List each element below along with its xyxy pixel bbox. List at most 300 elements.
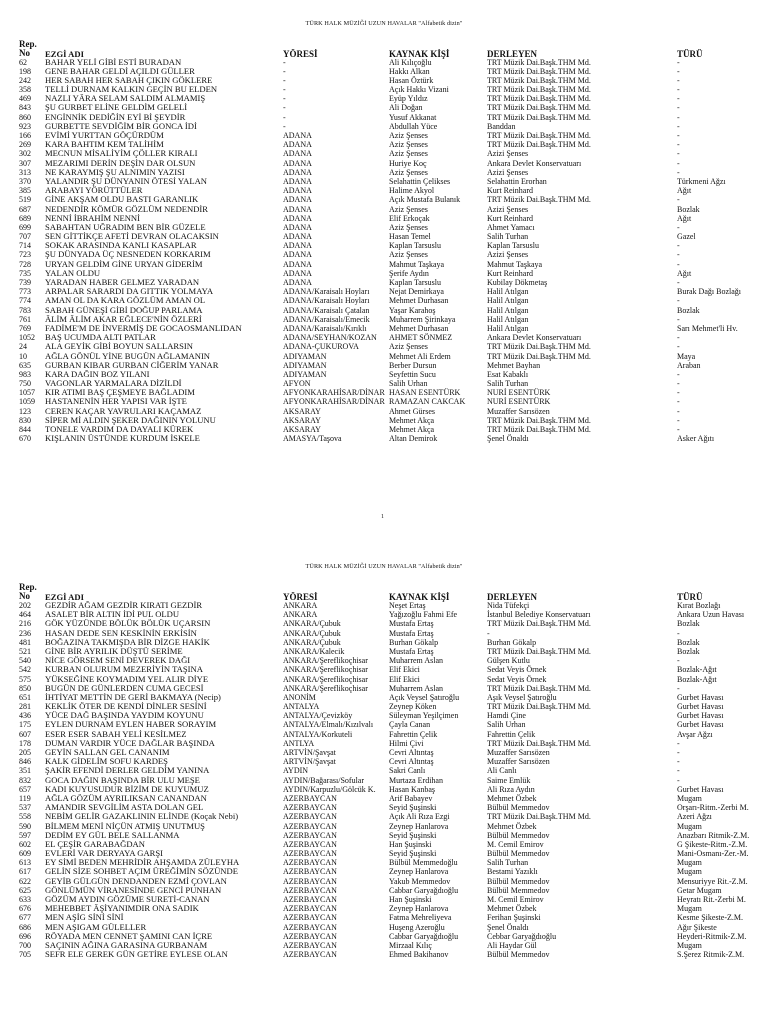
cell-yoresi: ANTALYA/Elmalı/Kızılvalı xyxy=(283,720,374,730)
table-row xyxy=(0,370,768,379)
cell-turu: Maya xyxy=(677,351,696,361)
header-ezgi-adi: EZGİ ADI xyxy=(45,49,84,59)
cell-turu: Gurbet Havası xyxy=(677,711,724,721)
cell-kaynak-kisi: Sakri Canlı xyxy=(389,766,426,776)
table-row xyxy=(0,434,768,443)
cell-rep-no: 622 xyxy=(19,876,31,886)
cell-rep-no: 123 xyxy=(19,406,31,416)
cell-turu: - xyxy=(677,397,680,407)
cell-rep-no: 351 xyxy=(19,766,31,776)
cell-kaynak-kisi: Ehmed Bakihanov xyxy=(389,950,449,960)
cell-turu: - xyxy=(677,259,680,269)
cell-derleyen: TRT Müzik Dai.Başk.THM Md. xyxy=(487,195,591,205)
cell-yoresi: ADANA xyxy=(283,222,312,232)
table-row xyxy=(0,195,768,204)
cell-turu: Bozlak xyxy=(677,619,700,629)
table-row xyxy=(0,324,768,333)
table-row xyxy=(0,776,768,785)
cell-ezgi-adi: KURBAN OLURUM MEZERİYİN TAŞINA xyxy=(45,665,203,675)
cell-yoresi: ANKARA/Çubuk xyxy=(283,619,341,629)
cell-derleyen: NURİ ESENTÜRK xyxy=(487,397,551,407)
cell-yoresi: ADANA/Karaisalı Çatalan xyxy=(283,305,370,315)
cell-derleyen: Azizi Şenses xyxy=(487,149,529,159)
cell-kaynak-kisi: Mustafa Ertaş xyxy=(389,619,434,629)
cell-ezgi-adi: MEN AŞIGAM GÜLELLER xyxy=(45,922,147,932)
cell-kaynak-kisi: Aziz Şenses xyxy=(389,140,428,150)
cell-yoresi: ADANA xyxy=(283,195,312,205)
cell-kaynak-kisi: Cevri Altıntaş xyxy=(389,757,434,767)
cell-turu: Anazbarı Ritmik-Z.M. xyxy=(677,830,750,840)
cell-kaynak-kisi: Kaplan Tarsuslu xyxy=(389,278,441,287)
cell-turu: Mani-Osmanı-Zer.-M. xyxy=(677,849,749,859)
cell-kaynak-kisi: Süleyman Yeşilçimen xyxy=(389,711,459,721)
cell-kaynak-kisi: Açık Ali Rıza Ezgi xyxy=(389,812,450,822)
cell-ezgi-adi: ALA GEYİK GİBİ BOYUN SALLARSIN xyxy=(45,342,193,352)
table-row xyxy=(0,85,768,94)
cell-yoresi: ADANA xyxy=(283,149,312,159)
cell-turu: Mugam xyxy=(677,858,702,868)
cell-yoresi: ADANA xyxy=(283,167,312,177)
cell-ezgi-adi: NAZLI YÂRA SELAM SALDIM ALMAMIŞ xyxy=(45,94,206,104)
cell-yoresi: ANKARA/Şereflikoçhisar xyxy=(283,656,368,666)
cell-turu: - xyxy=(677,683,680,693)
cell-ezgi-adi: YARADAN HABER GELMEZ YARADAN xyxy=(45,278,200,287)
cell-rep-no: 657 xyxy=(19,784,31,794)
cell-rep-no: 750 xyxy=(19,379,31,389)
cell-turu: - xyxy=(677,103,680,113)
cell-yoresi: AFYONKARAHİSAR/DİNAR xyxy=(283,388,385,398)
cell-kaynak-kisi: Aziz Şenses xyxy=(389,131,428,140)
cell-turu: - xyxy=(677,149,680,159)
cell-derleyen: Bestami Yazıklı xyxy=(487,867,538,877)
table-row xyxy=(0,296,768,305)
cell-derleyen: Bülbül Memmedov xyxy=(487,849,550,859)
cell-kaynak-kisi: Mustafa Ertaş xyxy=(389,628,434,638)
cell-yoresi: AZERBAYCAN xyxy=(283,839,337,849)
cell-derleyen: TRT Müzik Dai.Başk.THM Md. xyxy=(487,619,591,629)
cell-rep-no: 773 xyxy=(19,287,31,297)
cell-ezgi-adi: SİPER Mİ ALDIN ŞEKER DAĞININ YOLUNU xyxy=(45,415,216,425)
table-row xyxy=(0,867,768,876)
cell-ezgi-adi: SAÇININ AĞINA GARASINA GURBANAM xyxy=(45,940,208,950)
cell-derleyen: Kubilay Dökmetaş xyxy=(487,278,548,287)
cell-turu: Ağıt xyxy=(677,213,692,223)
cell-rep-no: 481 xyxy=(19,637,31,647)
cell-rep-no: 358 xyxy=(19,85,31,95)
cell-rep-no: 728 xyxy=(19,259,31,269)
cell-derleyen: TRT Müzik Dai.Başk.THM Md. xyxy=(487,738,591,748)
cell-derleyen: Halil Atılgan xyxy=(487,314,529,324)
cell-yoresi: AZERBAYCAN xyxy=(283,922,337,932)
cell-derleyen: Salih Urhan xyxy=(487,720,526,730)
cell-rep-no: 1057 xyxy=(19,388,35,398)
cell-derleyen: Kurt Reinhard xyxy=(487,186,533,196)
cell-rep-no: 205 xyxy=(19,748,31,757)
cell-derleyen: Azizi Şenses xyxy=(487,250,529,260)
cell-turu: Bozlak-Ağıt xyxy=(677,665,717,675)
cell-rep-no: 62 xyxy=(19,57,27,67)
table-row xyxy=(0,812,768,821)
table-row xyxy=(0,766,768,775)
header-ezgi-adi: EZGİ ADI xyxy=(45,592,84,602)
cell-yoresi: AKSARAY xyxy=(283,406,321,416)
cell-derleyen: Banddan xyxy=(487,121,516,131)
cell-yoresi: AZERBAYCAN xyxy=(283,904,337,914)
cell-kaynak-kisi: Berber Dursun xyxy=(389,360,437,370)
cell-yoresi: - xyxy=(283,112,286,122)
cell-derleyen: Sedat Veyis Örnek xyxy=(487,665,547,675)
table-row xyxy=(0,140,768,149)
cell-turu: - xyxy=(677,738,680,748)
cell-ezgi-adi: ARABAYI YÖRÜTTÜLER xyxy=(45,186,143,196)
cell-derleyen: Fahrettin Çelik xyxy=(487,729,536,739)
cell-kaynak-kisi: Muharrem Aslan xyxy=(389,656,443,666)
cell-turu: - xyxy=(677,757,680,767)
cell-yoresi: - xyxy=(283,94,286,104)
cell-kaynak-kisi: Elif Erkoçak xyxy=(389,213,430,223)
table-row xyxy=(0,601,768,610)
cell-derleyen: Ali Rıza Aydın xyxy=(487,784,535,794)
cell-yoresi: ADANA xyxy=(283,176,312,186)
cell-yoresi: ANTALYA/Çevizköy xyxy=(283,711,353,721)
cell-yoresi: AKSARAY xyxy=(283,415,321,425)
cell-turu: - xyxy=(677,278,680,287)
cell-ezgi-adi: EL ÇEŞİR GARABAĞDAN xyxy=(45,839,145,849)
cell-turu: - xyxy=(677,112,680,122)
cell-kaynak-kisi: Aziz Şenses xyxy=(389,222,428,232)
cell-yoresi: ADIYAMAN xyxy=(283,369,327,379)
cell-turu: - xyxy=(677,379,680,389)
cell-yoresi: ARTVİN/Şavşat xyxy=(283,757,336,767)
cell-turu: - xyxy=(677,57,680,67)
header-kaynak-kisi: KAYNAK KİŞİ xyxy=(389,592,450,602)
cell-yoresi: AYDIN/Karpuzlu/Gölcük K. xyxy=(283,784,376,794)
cell-turu: Mugam xyxy=(677,793,702,803)
cell-ezgi-adi: DEDİM EY GÜL BELE SALLANMA xyxy=(45,830,180,840)
table-row xyxy=(0,214,768,223)
table-row xyxy=(0,619,768,628)
header-no: No xyxy=(19,591,30,601)
cell-ezgi-adi: GÖNLÜMÜN VİRANESİNDE GENCİ PUNHAN xyxy=(45,885,222,895)
cell-ezgi-adi: EVİMİ YURTTAN GÖÇÜRDÜM xyxy=(45,131,164,140)
cell-rep-no: 860 xyxy=(19,112,31,122)
cell-rep-no: 607 xyxy=(19,729,31,739)
cell-turu: Asker Ağıtı xyxy=(677,434,715,444)
header-turu: TÜRÜ xyxy=(677,592,703,602)
header-rep: Rep. xyxy=(19,39,37,49)
cell-derleyen: Halil Atılgan xyxy=(487,323,529,333)
cell-turu: Ankara Uzun Havası xyxy=(677,610,745,620)
cell-turu: - xyxy=(677,406,680,416)
cell-derleyen: TRT Müzik Dai.Başk.THM Md. xyxy=(487,351,591,361)
cell-yoresi: ANKARA/Çubuk xyxy=(283,637,341,647)
table-row xyxy=(0,923,768,932)
cell-derleyen: İstanbul Belediye Konservatuarı xyxy=(487,610,591,620)
document-title: TÜRK HALK MÜZİĞİ UZUN HAVALAR "Alfabetik dizin" xyxy=(305,563,463,570)
cell-ezgi-adi: KALK GİDELİM SOFU KARDEŞ xyxy=(45,757,168,767)
cell-yoresi: ADANA/SEYHAN/KOZAN xyxy=(283,333,377,343)
cell-rep-no: 269 xyxy=(19,140,31,150)
cell-turu: - xyxy=(677,342,680,352)
cell-kaynak-kisi: Zeynep Hanlarova xyxy=(389,867,449,877)
cell-kaynak-kisi: Murtaza Erdihan xyxy=(389,775,443,785)
cell-yoresi: AZERBAYCAN xyxy=(283,858,337,868)
cell-rep-no: 761 xyxy=(19,314,31,324)
cell-derleyen: Ali Haydar Gül xyxy=(487,940,537,950)
cell-kaynak-kisi: Arif Babayev xyxy=(389,793,433,803)
cell-turu: - xyxy=(677,628,680,638)
cell-yoresi: AMASYA/Taşova xyxy=(283,434,342,444)
table-row xyxy=(0,186,768,195)
cell-yoresi: ADANA xyxy=(283,268,312,278)
cell-ezgi-adi: FADİME'M DE İNVERMİŞ DE GOCAOSMANLIDAN xyxy=(45,323,242,333)
cell-derleyen: TRT Müzik Dai.Başk.THM Md. xyxy=(487,702,591,712)
table-row xyxy=(0,94,768,103)
cell-yoresi: ADANA xyxy=(283,186,312,196)
cell-turu: Burak Dağı Bozlağı xyxy=(677,287,741,297)
cell-kaynak-kisi: AHMET SÖNMEZ xyxy=(389,333,453,343)
cell-ezgi-adi: NEBİM GELİR GAZAKLININ ELİNDE (Koçak Nebi) xyxy=(45,812,239,822)
cell-derleyen: NURİ ESENTÜRK xyxy=(487,388,551,398)
table-row xyxy=(0,831,768,840)
cell-kaynak-kisi: Halime Akyol xyxy=(389,186,435,196)
cell-kaynak-kisi: Han Şuşinski xyxy=(389,895,432,904)
table-row xyxy=(0,232,768,241)
cell-rep-no: 302 xyxy=(19,149,31,159)
cell-rep-no: 625 xyxy=(19,885,31,895)
cell-rep-no: 633 xyxy=(19,895,31,904)
cell-turu: Mugam xyxy=(677,821,702,831)
table-row xyxy=(0,122,768,131)
cell-rep-no: 983 xyxy=(19,369,31,379)
cell-kaynak-kisi: Aziz Şenses xyxy=(389,204,428,214)
cell-ezgi-adi: BUGÜN DE GÜNLERDEN CUMA GECESİ xyxy=(45,683,204,693)
header-yoresi: YÖRESİ xyxy=(283,592,318,602)
cell-ezgi-adi: BAHAR YELİ GİBİ ESTİ BURADAN xyxy=(45,57,182,67)
cell-kaynak-kisi: Açık Mustafa Bulanık xyxy=(389,195,461,205)
cell-yoresi: ADANA/Karaisalı Hoyları xyxy=(283,296,370,306)
cell-ezgi-adi: EVLERİ VAR DERYAYA GARŞI xyxy=(45,849,164,859)
header-derleyen: DERLEYEN xyxy=(487,592,538,602)
cell-derleyen: Mehmet Özbek xyxy=(487,793,537,803)
cell-yoresi: ANKARA/Kalecik xyxy=(283,646,345,656)
cell-derleyen: TRT Müzik Dai.Başk.THM Md. xyxy=(487,75,591,85)
cell-kaynak-kisi: Açık Veysel Şatıroğlu xyxy=(389,692,460,702)
cell-derleyen: Mehmet Bayhan xyxy=(487,360,541,370)
cell-kaynak-kisi: Ahmet Gürses xyxy=(389,406,435,416)
cell-ezgi-adi: GÖZÜM AYDIN GÖZÜME SURETİ-CANAN xyxy=(45,895,210,904)
cell-kaynak-kisi: Hasan Öztürk xyxy=(389,75,434,85)
cell-yoresi: AZERBAYCAN xyxy=(283,821,337,831)
cell-kaynak-kisi: Zeynep Hanlarova xyxy=(389,821,449,831)
cell-ezgi-adi: RÖYADA MEN CENNET ŞAMINI CAN İÇRE xyxy=(45,931,213,941)
cell-ezgi-adi: HER SABAH HER SABAH ÇIKIN GÖKLERE xyxy=(45,75,213,85)
cell-derleyen: Gülşen Kutlu xyxy=(487,656,530,666)
table-row xyxy=(0,904,768,913)
cell-ezgi-adi: GEYİN SALLAN GEL CANANIM xyxy=(45,748,170,757)
table-row xyxy=(0,647,768,656)
cell-rep-no: 575 xyxy=(19,674,31,684)
cell-kaynak-kisi: Fatma Mehreliyeva xyxy=(389,913,452,923)
cell-turu: Mensuriyye Rit.-Z.M. xyxy=(677,876,748,886)
cell-kaynak-kisi: Fahrettin Çelik xyxy=(389,729,438,739)
cell-yoresi: ANKARA/Şereflikoçhisar xyxy=(283,674,368,684)
cell-rep-no: 696 xyxy=(19,931,31,941)
cell-ezgi-adi: GİNE BİR AYRILIK DÜŞTÜ SERİME xyxy=(45,646,183,656)
cell-derleyen: TRT Müzik Dai.Başk.THM Md. xyxy=(487,425,591,434)
cell-rep-no: 735 xyxy=(19,268,31,278)
cell-derleyen: Ali Canlı xyxy=(487,766,517,776)
cell-yoresi: ADANA xyxy=(283,213,312,223)
cell-ezgi-adi: YÜCE DAĞ BAŞINDA YAYDIM KOYUNU xyxy=(45,711,204,721)
header-no: No xyxy=(19,48,30,58)
cell-yoresi: AZERBAYCAN xyxy=(283,876,337,886)
cell-kaynak-kisi: Yakub Memmedov xyxy=(389,876,451,886)
cell-ezgi-adi: NE KARAYMIŞ ŞU ALNIMIN YAZISI xyxy=(45,167,185,177)
cell-rep-no: 1052 xyxy=(19,333,35,343)
table-row xyxy=(0,168,768,177)
cell-turu: - xyxy=(677,94,680,104)
table-row xyxy=(0,665,768,674)
cell-yoresi: ANKARA xyxy=(283,601,318,610)
cell-yoresi: ANTALYA xyxy=(283,702,320,712)
cell-ezgi-adi: İHTİYAT METTİN DE GERİ BAKMAYA (Necip) xyxy=(45,692,221,702)
table-row xyxy=(0,397,768,406)
cell-rep-no: 739 xyxy=(19,278,31,287)
cell-turu: Ağır Şikeste xyxy=(677,922,717,932)
page-number: 1 xyxy=(381,514,384,520)
cell-rep-no: 537 xyxy=(19,803,31,813)
cell-turu: Mugam xyxy=(677,904,702,914)
cell-ezgi-adi: SOKAK ARASINDA KANLI KASAPLAR xyxy=(45,241,197,251)
cell-turu: - xyxy=(677,415,680,425)
cell-kaynak-kisi: Bülbül Memmedoğlu xyxy=(389,858,458,868)
cell-kaynak-kisi: Selahattin Çelikses xyxy=(389,176,451,186)
cell-ezgi-adi: SABAH GÜNEŞİ GİBİ DOĞUP PARLAMA xyxy=(45,305,203,315)
cell-yoresi: ANTALYA/Korkuteli xyxy=(283,729,353,739)
cell-kaynak-kisi: Abdullah Yüce xyxy=(389,121,438,131)
cell-turu: Bozlak xyxy=(677,204,700,214)
cell-ezgi-adi: VAGONLAR YARMALARA DİZİLDİ xyxy=(45,379,182,389)
cell-derleyen: Muzaffer Sarısözen xyxy=(487,406,550,416)
table-row xyxy=(0,352,768,361)
cell-kaynak-kisi: Açık Hakkı Vizani xyxy=(389,85,449,95)
cell-yoresi: ADANA xyxy=(283,158,312,168)
cell-turu: - xyxy=(677,425,680,434)
cell-kaynak-kisi: Aziz Şenses xyxy=(389,250,428,260)
cell-turu: - xyxy=(677,131,680,140)
table-row xyxy=(0,941,768,950)
cell-ezgi-adi: GİNE AKŞAM OLDU BASTI GARANLIK xyxy=(45,195,199,205)
cell-yoresi: AZERBAYCAN xyxy=(283,895,337,904)
table-row xyxy=(0,693,768,702)
table-row xyxy=(0,223,768,232)
table-row xyxy=(0,278,768,287)
cell-turu: Bozlak-Ağıt xyxy=(677,674,717,684)
cell-turu: Azeri Ağzı xyxy=(677,812,712,822)
table-row xyxy=(0,877,768,886)
document-page-2 xyxy=(0,557,768,1024)
cell-yoresi: ANKARA/Şereflikoçhisar xyxy=(283,683,368,693)
header-turu: TÜRÜ xyxy=(677,49,703,59)
table-row xyxy=(0,720,768,729)
cell-ezgi-adi: KADI KUYUSUDUR BİZİM DE KUYUMUZ xyxy=(45,784,209,794)
cell-derleyen: Mehmet Özbek xyxy=(487,904,537,914)
cell-rep-no: 202 xyxy=(19,601,31,610)
cell-kaynak-kisi: Aziz Şenses xyxy=(389,149,428,159)
cell-kaynak-kisi: Şerife Aydın xyxy=(389,268,429,278)
cell-turu: - xyxy=(677,121,680,131)
cell-turu: - xyxy=(677,333,680,343)
table-row xyxy=(0,149,768,158)
cell-derleyen: Kaplan Tarsuslu xyxy=(487,241,539,251)
cell-ezgi-adi: AĞLA GÖZÜM AYRILIKSAN CANANDAN xyxy=(45,793,207,803)
cell-turu: Türkmeni Ağzı xyxy=(677,176,726,186)
cell-derleyen: Azizi Şenses xyxy=(487,204,529,214)
cell-derleyen: Ankara Devlet Konservatuarı xyxy=(487,333,582,343)
cell-rep-no: 119 xyxy=(19,793,31,803)
cell-derleyen: Aşık Veysel Şatıroğlu xyxy=(487,692,557,702)
cell-yoresi: AFYON xyxy=(283,379,311,389)
cell-ezgi-adi: BOĞAZINA TAKMIŞDA BİR DİZGE HAKİK xyxy=(45,637,210,647)
cell-ezgi-adi: GENE BAHAR GELDİ AÇILDI GÜLLER xyxy=(45,66,195,76)
cell-turu: - xyxy=(677,167,680,177)
cell-kaynak-kisi: Mehmet Durhasan xyxy=(389,323,449,333)
cell-derleyen: Bülbül Memmedov xyxy=(487,803,550,813)
cell-ezgi-adi: KARA DAĞIN BOZ YILANI xyxy=(45,369,150,379)
table-row xyxy=(0,675,768,684)
table-row xyxy=(0,315,768,324)
cell-ezgi-adi: GEYİB GÜLGÜN DENDANDEN EZMİ ÇOVLAN xyxy=(45,876,227,886)
table-row xyxy=(0,269,768,278)
header-rep: Rep. xyxy=(19,582,37,592)
table-row xyxy=(0,241,768,250)
table-row xyxy=(0,287,768,296)
table-row xyxy=(0,407,768,416)
cell-turu: Heyderi-Ritmik-Z.M. xyxy=(677,931,747,941)
cell-kaynak-kisi: Seyfettin Sucu xyxy=(389,369,436,379)
cell-derleyen: Hamdi Çine xyxy=(487,711,526,721)
cell-kaynak-kisi: Zeynep Köken xyxy=(389,702,437,712)
cell-yoresi: AZERBAYCAN xyxy=(283,803,337,813)
cell-ezgi-adi: EYLEN DURNAM EYLEN HABER SORAYIM xyxy=(45,720,217,730)
cell-kaynak-kisi: Hasan Kanbaş xyxy=(389,784,435,794)
cell-rep-no: 699 xyxy=(19,222,31,232)
cell-ezgi-adi: ŞU GURBET ELİNE GELDİM GELELİ xyxy=(45,103,188,113)
cell-ezgi-adi: AĞLA GÖNÜL YİNE BUGÜN AĞLAMANIN xyxy=(45,351,211,361)
cell-ezgi-adi: DUMAN VARDIR YÜCE DAĞLAR BAŞINDA xyxy=(45,738,215,748)
cell-yoresi: AYDIN xyxy=(283,766,309,776)
cell-derleyen: TRT Müzik Dai.Başk.THM Md. xyxy=(487,66,591,76)
cell-ezgi-adi: BAŞ UCUMDA ALTI PATLAR xyxy=(45,333,156,343)
cell-ezgi-adi: HASTANENİN HER YAPISI VAR İŞTE xyxy=(45,397,187,407)
cell-derleyen: TRT Müzik Dai.Başk.THM Md. xyxy=(487,103,591,113)
cell-turu: Araban xyxy=(677,360,701,370)
cell-ezgi-adi: MEN AŞİG SİNİ SİNİ xyxy=(45,913,124,923)
cell-ezgi-adi: GELİN SİZE SOHBET AÇIM ÜREĞİMİN SÖZÜNDE xyxy=(45,867,238,877)
cell-derleyen: TRT Müzik Dai.Başk.THM Md. xyxy=(487,812,591,822)
cell-derleyen: Bülbül Memmedov xyxy=(487,950,550,960)
cell-turu: S.Şerez Ritmik-Z.M. xyxy=(677,950,745,960)
cell-rep-no: 542 xyxy=(19,665,31,675)
cell-turu: Heyratı Rit.-Zerbi M. xyxy=(677,895,746,904)
cell-derleyen: Kurt Reinhard xyxy=(487,213,533,223)
cell-ezgi-adi: ASALET BİR ALTIN İDİ PUL OLDU xyxy=(45,610,180,620)
cell-turu: Gurbet Havası xyxy=(677,692,724,702)
cell-yoresi: ADANA xyxy=(283,259,312,269)
table-row xyxy=(0,361,768,370)
cell-rep-no: 687 xyxy=(19,204,31,214)
